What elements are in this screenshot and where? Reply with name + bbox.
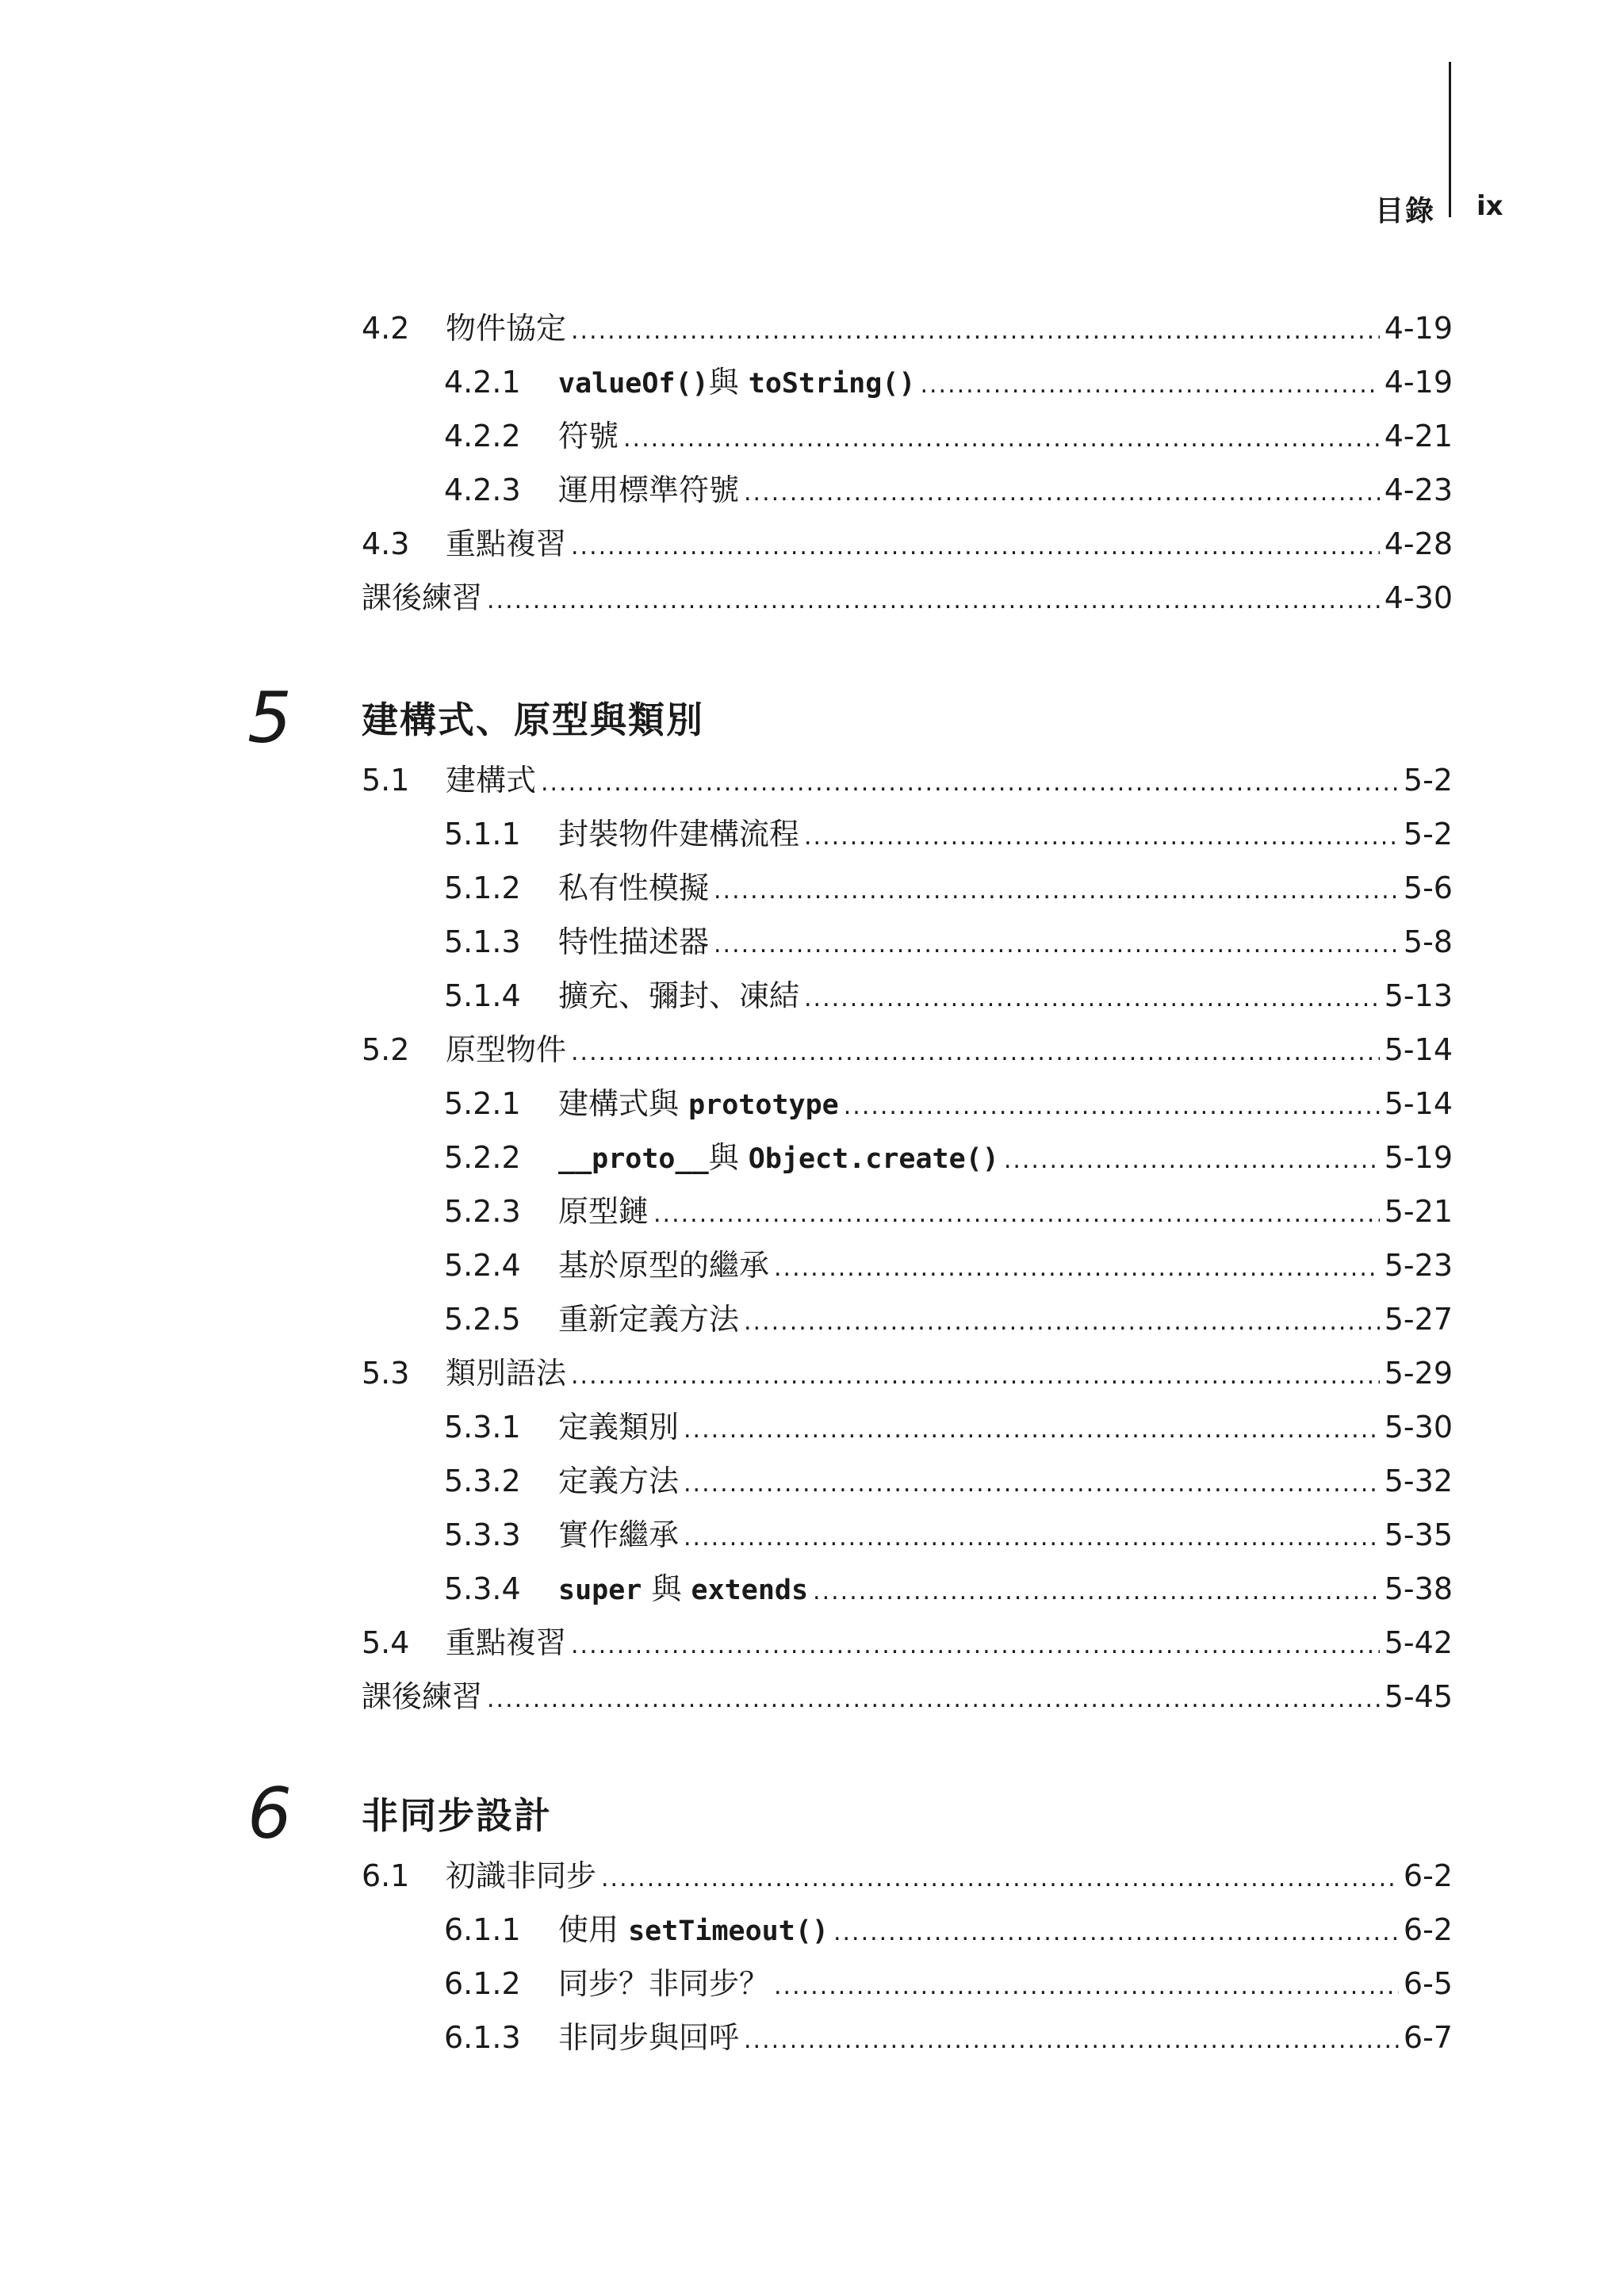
section-title: 類別語法 <box>446 1356 567 1391</box>
toc-entry[interactable] <box>362 1619 1453 1667</box>
section-title: 非同步與回呼 <box>558 2020 740 2055</box>
title-text: 與 <box>708 365 749 400</box>
dot-leader <box>571 308 1380 355</box>
title-text: 建構式與 <box>558 1086 689 1121</box>
toc-entry[interactable] <box>444 864 1453 912</box>
toc-entry[interactable] <box>362 756 1453 804</box>
chapter-number: 6 <box>247 1773 292 1854</box>
dot-leader <box>684 1406 1380 1454</box>
toc-entry[interactable] <box>444 466 1453 514</box>
dot-leader <box>487 577 1380 625</box>
section-title <box>558 1134 999 1183</box>
section-number: 5.2 <box>362 1032 410 1067</box>
code-token: Object.create() <box>748 1143 999 1175</box>
section-number: 5.3.1 <box>444 1410 521 1445</box>
section-title: 原型鏈 <box>558 1194 649 1229</box>
dot-leader <box>571 1622 1380 1670</box>
section-title: 重新定義方法 <box>558 1302 740 1337</box>
title-text: 與 <box>708 1140 749 1175</box>
section-number: 6.1.2 <box>444 1966 521 2001</box>
code-token: super <box>558 1575 642 1606</box>
dot-leader <box>813 1568 1380 1616</box>
dot-leader <box>623 415 1380 463</box>
section-number: 4.2.2 <box>444 419 521 453</box>
running-header-title: 目錄 <box>1374 195 1435 228</box>
section-number: 5.3.3 <box>444 1517 521 1552</box>
page-ref: 5-19 <box>1384 1140 1453 1175</box>
section-number: 6.1 <box>362 1858 410 1893</box>
section-number: 5.2.5 <box>444 1302 521 1337</box>
dot-leader <box>714 921 1399 969</box>
dot-leader <box>844 1083 1380 1131</box>
section-title: 同步？非同步？ <box>558 1966 770 2001</box>
section-number: 6.1.3 <box>444 2020 521 2055</box>
section-number: 5.2.3 <box>444 1194 521 1229</box>
toc-entry[interactable] <box>362 1349 1453 1397</box>
toc-entry[interactable] <box>444 1188 1453 1235</box>
page-ref: 5-2 <box>1403 817 1453 851</box>
dot-leader <box>804 975 1380 1023</box>
toc-entry[interactable] <box>444 1511 1453 1559</box>
section-number: 5.3.4 <box>444 1571 521 1606</box>
dot-leader <box>571 1029 1380 1077</box>
toc-entry[interactable] <box>444 1403 1453 1451</box>
toc-entry[interactable] <box>444 358 1453 406</box>
toc-entry[interactable] <box>444 1295 1453 1343</box>
dot-leader <box>571 1353 1380 1400</box>
toc-entry[interactable] <box>444 1960 1453 2007</box>
section-title: 初識非同步 <box>446 1858 597 1893</box>
dot-leader <box>571 523 1380 571</box>
section-number: 4.3 <box>362 526 410 561</box>
code-token: prototype <box>688 1089 839 1121</box>
page-ref: 5-27 <box>1384 1302 1453 1337</box>
dot-leader <box>744 1299 1380 1346</box>
section-number: 5.1.4 <box>444 978 521 1013</box>
section-title: 定義方法 <box>558 1464 680 1498</box>
section-title: 私有性模擬 <box>558 871 710 905</box>
chapter-number: 5 <box>247 677 292 759</box>
page-ref: 5-32 <box>1384 1464 1453 1498</box>
page-ref: 5-14 <box>1384 1032 1453 1067</box>
dot-leader <box>920 362 1379 409</box>
page-ref: 4-19 <box>1384 311 1453 346</box>
code-token: setTimeout() <box>628 1915 829 1947</box>
code-token: toString() <box>748 368 916 400</box>
dot-leader <box>774 1245 1380 1292</box>
code-token: __proto__ <box>558 1143 709 1175</box>
section-number: 5.2.1 <box>444 1086 521 1121</box>
toc-entry[interactable] <box>444 2014 1453 2061</box>
dot-leader <box>744 469 1380 517</box>
section-number: 6.1.1 <box>444 1912 521 1947</box>
page-ref: 5-6 <box>1403 871 1453 905</box>
section-number: 5.2.4 <box>444 1248 521 1283</box>
page-ref: 5-13 <box>1384 978 1453 1013</box>
page-ref: 4-23 <box>1384 473 1453 507</box>
title-text: 使用 <box>558 1912 629 1947</box>
section-title <box>558 1906 829 1955</box>
section-title: 重點複習 <box>446 526 567 561</box>
dot-leader <box>684 1514 1380 1562</box>
dot-leader <box>684 1460 1380 1508</box>
toc-entry[interactable] <box>444 1457 1453 1505</box>
code-token: extends <box>691 1575 809 1606</box>
dot-leader <box>653 1191 1380 1238</box>
section-number: 5.2.2 <box>444 1140 521 1175</box>
page-ref: 4-19 <box>1384 365 1453 400</box>
page-ref: 6-2 <box>1403 1858 1453 1893</box>
page-ref: 5-21 <box>1384 1194 1453 1229</box>
page-ref: 5-45 <box>1384 1679 1453 1714</box>
page-ref: 5-42 <box>1384 1625 1453 1660</box>
toc-entry[interactable] <box>362 1026 1453 1073</box>
toc-entry[interactable] <box>362 304 1453 352</box>
page-ref: 6-7 <box>1403 2020 1453 2055</box>
page-ref: 6-2 <box>1403 1912 1453 1947</box>
toc-entry[interactable] <box>444 1565 1453 1613</box>
section-number: 4.2 <box>362 311 410 346</box>
page-ref: 6-5 <box>1403 1966 1453 2001</box>
section-number: 5.1.3 <box>444 924 521 959</box>
section-title: 重點複習 <box>446 1625 567 1660</box>
page-ref: 5-35 <box>1384 1517 1453 1552</box>
dot-leader <box>601 1855 1399 1903</box>
section-number: 4.2.1 <box>444 365 521 400</box>
section-title: 原型物件 <box>446 1032 567 1067</box>
page-ref: 5-38 <box>1384 1571 1453 1606</box>
page-ref: 4-21 <box>1384 419 1453 453</box>
section-number: 4.2.3 <box>444 473 521 507</box>
section-title: 課後練習 <box>362 580 483 615</box>
dot-leader <box>744 2017 1399 2064</box>
page-ref: 4-28 <box>1384 526 1453 561</box>
dot-leader <box>487 1676 1380 1724</box>
section-title: 運用標準符號 <box>558 473 740 507</box>
title-text: 與 <box>642 1571 691 1606</box>
dot-leader <box>541 760 1399 807</box>
page-ref: 5-8 <box>1403 924 1453 959</box>
toc-entry[interactable] <box>444 810 1453 858</box>
section-title: 建構式 <box>446 763 537 798</box>
page-ref: 5-30 <box>1384 1410 1453 1445</box>
section-title <box>558 1080 839 1129</box>
dot-leader <box>833 1909 1399 1957</box>
section-title: 實作繼承 <box>558 1517 680 1552</box>
toc-entry[interactable] <box>444 1242 1453 1289</box>
section-title: 特性描述器 <box>558 924 710 959</box>
dot-leader <box>804 813 1399 861</box>
section-title: 課後練習 <box>362 1679 483 1714</box>
toc-entry[interactable] <box>362 1852 1453 1900</box>
toc-entry[interactable] <box>362 1673 1453 1720</box>
section-title: 物件協定 <box>446 311 567 346</box>
section-number: 5.1.2 <box>444 871 521 905</box>
toc-entry[interactable] <box>444 918 1453 966</box>
page-ref: 5-29 <box>1384 1356 1453 1391</box>
page-ref: 5-2 <box>1403 763 1453 798</box>
section-number: 5.3.2 <box>444 1464 521 1498</box>
dot-leader <box>1004 1137 1380 1184</box>
code-token: valueOf() <box>558 368 709 400</box>
toc-entry[interactable] <box>444 1906 1453 1954</box>
toc-entry[interactable] <box>362 520 1453 568</box>
section-title <box>558 358 915 408</box>
section-title: 符號 <box>558 419 619 453</box>
chapter-title: 非同步設計 <box>362 1794 552 1837</box>
section-number: 5.4 <box>362 1625 410 1660</box>
page-ref: 5-23 <box>1384 1248 1453 1283</box>
toc-entry[interactable] <box>444 1080 1453 1127</box>
section-number: 5.1 <box>362 763 410 798</box>
section-title <box>558 1565 808 1614</box>
toc-entry[interactable] <box>444 412 1453 460</box>
section-title: 擴充、彌封、凍結 <box>558 978 800 1013</box>
page-ref: 4-30 <box>1384 580 1453 615</box>
toc-entry[interactable] <box>362 574 1453 622</box>
section-title: 封裝物件建構流程 <box>558 817 800 851</box>
section-number: 5.1.1 <box>444 817 521 851</box>
dot-leader <box>774 1963 1399 2011</box>
toc-entry[interactable] <box>444 972 1453 1020</box>
page-ref: 5-14 <box>1384 1086 1453 1121</box>
section-number: 5.3 <box>362 1356 410 1391</box>
dot-leader <box>714 867 1399 915</box>
page-number: ix <box>1477 190 1503 222</box>
toc-entry[interactable] <box>444 1134 1453 1181</box>
section-title: 定義類別 <box>558 1410 680 1445</box>
chapter-title: 建構式、原型與類別 <box>362 698 704 741</box>
section-title: 基於原型的繼承 <box>558 1248 770 1283</box>
